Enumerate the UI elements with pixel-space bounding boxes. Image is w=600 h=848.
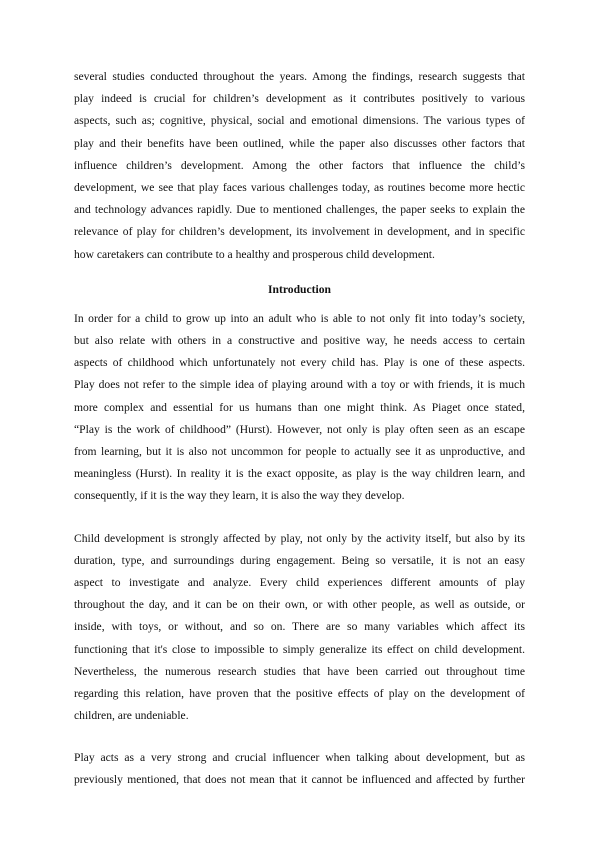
document-page: [74, 66, 525, 792]
text-line: previously mentioned, that does not mean that it cannot be influenced and affected by further: [74, 773, 525, 787]
text-line: functioning that it's close to impossible to simply generalize its effect on child development.: [74, 642, 525, 656]
text-line: influence children’s development. Among the other factors that influence the child’s: [74, 158, 525, 172]
text-line: aspects, such as; cognitive, physical, social and emotional dimensions. The various types of: [74, 114, 525, 128]
text-line: Nevertheless, the numerous research studies that have been carried out throughout time: [74, 664, 525, 678]
section-heading: Introduction: [268, 282, 331, 296]
text-line: Play acts as a very strong and crucial influencer when talking about development, but as: [74, 751, 525, 765]
paragraph-spacer: [74, 727, 525, 747]
text-line: several studies conducted throughout the years. Among the findings, research suggests that: [74, 70, 525, 83]
text-line: In order for a child to grow up into an adult who is able to not only fit into today’s society,: [74, 311, 525, 325]
text-line: “Play is the work of childhood” (Hurst). However, not only is play often seen as an escape: [74, 422, 525, 436]
text-line: aspects of childhood which unfortunately not every child has. Play is one of these aspects.: [74, 356, 525, 370]
text-line: more complex and essential for us humans than one might think. As Piaget once stated,: [74, 400, 525, 414]
text-line: regarding this relation, have proven that the positive effects of play on the development of: [74, 686, 525, 700]
text-line: but also relate with others in a constructive and positive way, he needs access to certain: [74, 334, 525, 348]
text-line: meaningless (Hurst). In reality it is the exact opposite, as play is the way children learn, and: [74, 467, 525, 481]
text-line: development, we see that play faces various challenges today, as routines become more hectic: [74, 180, 525, 194]
text-line: and technology advances rapidly. Due to mentioned challenges, the paper seeks to explain the: [74, 203, 525, 217]
text-line: consequently, if it is the way they learn, it is also the way they develop.: [74, 489, 405, 503]
intro-paragraph-1: [74, 308, 525, 508]
text-line: duration, type, and surroundings during engagement. Being so versatile, it is not an easy: [74, 553, 525, 567]
text-line: Play does not refer to the simple idea of playing around with a toy or with friends, it is much: [74, 378, 525, 392]
text-line: children, are undeniable.: [74, 709, 189, 723]
text-line: how caretakers can contribute to a healthy and prosperous child development.: [74, 247, 435, 261]
text-line: Child development is strongly affected by play, not only by the activity itself, but also by its: [74, 531, 525, 545]
intro-paragraph-2: [74, 528, 525, 728]
text-line: inside, with toys, or without, and so on. There are so many variables which affect its: [74, 620, 525, 634]
intro-paragraph-3: [74, 747, 525, 791]
text-line: from learning, but it is also not uncommon for people to actually see it as unproductive, and: [74, 445, 525, 458]
paragraph-spacer: [74, 508, 525, 528]
abstract-paragraph: [74, 66, 525, 266]
text-line: play indeed is crucial for children’s development as it contributes positively to various: [74, 92, 525, 106]
text-line: throughout the day, and it can be on their own, or with other people, as well as outside, or: [74, 598, 525, 612]
text-line: relevance of play for children’s development, its involvement in development, and in specific: [74, 225, 525, 239]
text-line: aspect to investigate and analyze. Every child experiences different amounts of play: [74, 575, 525, 589]
text-line: play and their benefits have been outlined, while the paper also discusses other factors that: [74, 136, 525, 150]
